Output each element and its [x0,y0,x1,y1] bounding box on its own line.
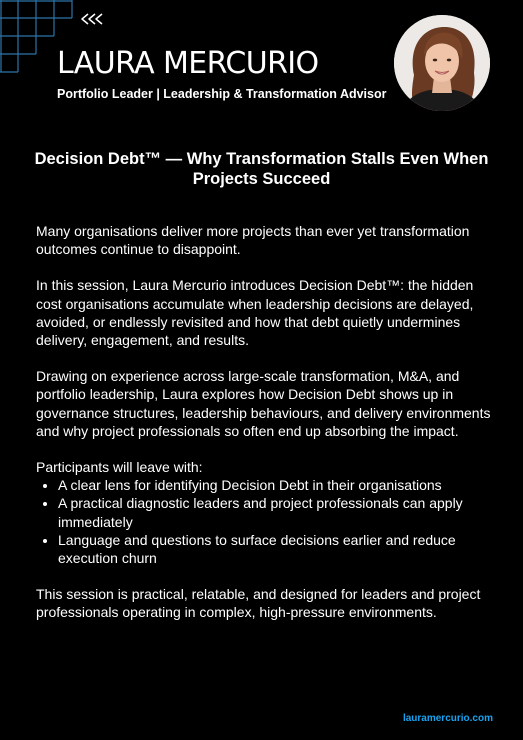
paragraph-experience: Drawing on experience across large-scale transformation, M&A, and portfolio leadership, Laura explores how Decision Debt shows up in governance structures, leadership behaviours, and delivery environments and why project professionals so often end up absorbing the impact. [36,368,491,439]
paragraph-intro: Many organisations deliver more projects than ever yet transformation outcomes continue to disappoint. [36,223,470,258]
paragraph-session: In this session, Laura Mercurio introduces Decision Debt™: the hidden cost organisations accumulate when leadership decisions are delayed, avoided, or endlessly revisited and how that debt quietly undermines delivery, engagement, and results. [36,277,474,349]
session-description [36,222,496,640]
website-link[interactable]: lauramercurio.com [402,713,493,724]
session-title: Decision Debt™ — Why Transformation Stalls Even When Projects Succeed [34,150,489,188]
list-item: • A practical diagnostic leaders and project professionals can apply immediately [58,494,496,530]
list-item: • A clear lens for identifying Decision Debt in their organisations [58,476,496,494]
speaker-role: Portfolio Leader | Leadership & Transformation Advisor [57,87,387,101]
triple-chevron-left-icon [80,12,106,26]
paragraph-closing: This session is practical, relatable, and designed for leaders and project professionals operating in complex, high-pressure environments. [36,586,481,621]
takeaways-list [58,476,496,567]
list-item: • Language and questions to surface decisions earlier and reduce execution churn [58,531,496,567]
avatar [394,15,490,111]
takeaways-intro: Participants will leave with: [36,459,203,476]
speaker-name: LAURA MERCURIO [57,46,319,81]
